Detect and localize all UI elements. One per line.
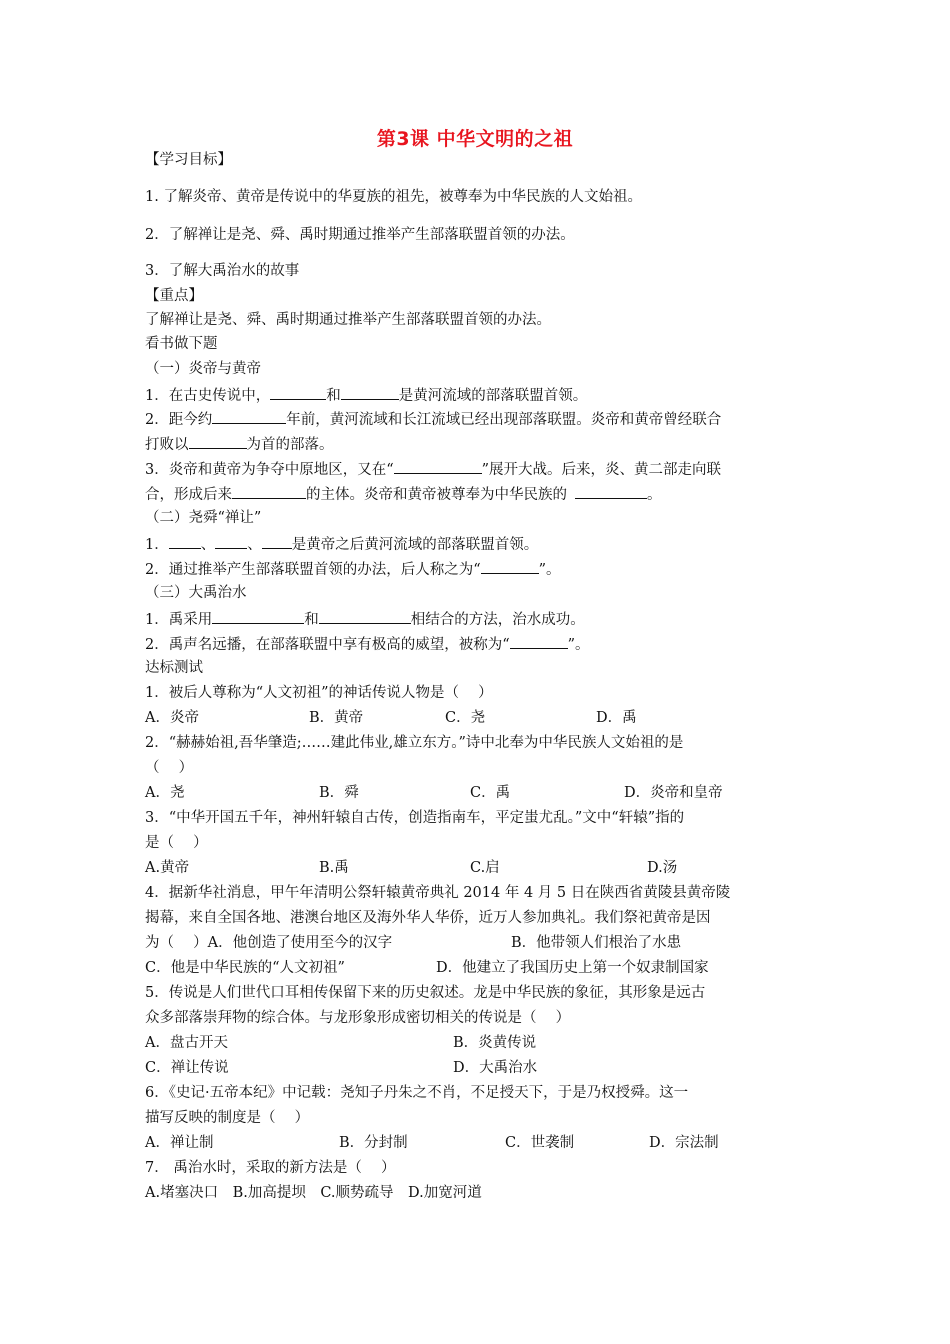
option[interactable]: C.启: [470, 860, 500, 876]
goal-3: 3．了解大禹治水的故事: [145, 263, 300, 279]
option[interactable]: D．宗法制: [649, 1135, 719, 1151]
part1-question-2-line1: 2．距今约 年前，黄河流域和长江流域已经出现部落联盟。炎帝和黄帝曾经联合: [145, 409, 721, 429]
blank[interactable]: [319, 609, 411, 624]
section-key-heading: 【重点】: [145, 288, 203, 304]
goal-1: 1. 了解炎帝、黄帝是传说中的华夏族的祖先，被尊奉为中华民族的人文始祖。: [145, 189, 642, 205]
read-prompt: 看书做下题: [145, 336, 218, 352]
part2-heading: （二）尧舜“禅让”: [145, 510, 262, 526]
option[interactable]: C．禅让传说: [145, 1060, 229, 1076]
option[interactable]: C．禹: [470, 785, 511, 801]
test-question-2-line2: （ ）: [145, 760, 194, 776]
blank[interactable]: [212, 609, 304, 624]
option[interactable]: B．炎黄传说: [453, 1035, 537, 1051]
option[interactable]: A．尧: [145, 785, 185, 801]
option[interactable]: B．分封制: [339, 1135, 408, 1151]
option[interactable]: D．他建立了我国历史上第一个奴隶制国家: [436, 960, 709, 976]
blank[interactable]: [212, 409, 286, 424]
part2-question-1: 1． 、 、 是黄帝之后黄河流域的部落联盟首领。: [145, 534, 538, 554]
blank[interactable]: [270, 385, 326, 400]
blank[interactable]: [510, 634, 568, 649]
blank[interactable]: [215, 534, 247, 549]
option[interactable]: B．黄帝: [309, 710, 364, 726]
test-question-6-line1: 6．《史记·五帝本纪》中记载：尧知子丹朱之不肖，不足授天下，于是乃权授舜。这一: [145, 1085, 689, 1101]
test-question-7: 7． 禹治水时，采取的新方法是（ ）: [145, 1160, 396, 1176]
blank[interactable]: [262, 534, 292, 549]
test-question-7-options[interactable]: A.堵塞决口 B.加高提坝 C.顺势疏导 D.加宽河道: [145, 1185, 482, 1201]
option[interactable]: A．禅让制: [145, 1135, 214, 1151]
test-question-4-line2: 揭幕，来自全国各地、港澳台地区及海外华人华侨，近万人参加典礼。我们祭祀黄帝是因: [145, 910, 711, 926]
option[interactable]: B．舜: [319, 785, 359, 801]
option[interactable]: B．他带领人们根治了水患: [511, 935, 682, 951]
test-heading: 达标测试: [145, 660, 203, 676]
blank[interactable]: [341, 385, 399, 400]
blank[interactable]: [575, 484, 647, 499]
option[interactable]: C．尧: [445, 710, 486, 726]
blank[interactable]: [394, 459, 482, 474]
blank[interactable]: [232, 484, 306, 499]
option[interactable]: A．炎帝: [145, 710, 199, 726]
option[interactable]: A．盘古开天: [145, 1035, 228, 1051]
option[interactable]: D.汤: [647, 860, 678, 876]
goal-2: 2．了解禅让是尧、舜、禹时期通过推举产生部落联盟首领的办法。: [145, 227, 575, 243]
part1-question-3-line1: 3．炎帝和黄帝为争夺中原地区，又在“ ”展开大战。后来，炎、黄二部走向联: [145, 459, 721, 479]
test-question-3-line2: 是（ ）: [145, 835, 208, 851]
option[interactable]: C．世袭制: [505, 1135, 575, 1151]
test-question-2-line1: 2．“赫赫始祖,吾华肇造;……建此伟业,雄立东方。”诗中北奉为中华民族人文始祖的是: [145, 735, 684, 751]
part2-question-2: 2．通过推举产生部落联盟首领的办法，后人称之为“ ”。: [145, 559, 561, 579]
part1-question-3-line2: 合，形成后来 的主体。炎帝和黄帝被尊奉为中华民族的 。: [145, 484, 662, 504]
part1-question-2-line2: 打败以 为首的部落。: [145, 434, 334, 454]
blank[interactable]: [169, 534, 201, 549]
test-question-5-line1: 5．传说是人们世代口耳相传保留下来的历史叙述。龙是中华民族的象征，其形象是远古: [145, 985, 706, 1001]
option[interactable]: D．炎帝和皇帝: [624, 785, 723, 801]
page-title: 第3课 中华文明的之祖: [376, 128, 574, 150]
option[interactable]: 为（ ）A．他创造了使用至今的汉字: [145, 935, 393, 951]
option[interactable]: A.黄帝: [145, 860, 190, 876]
part1-heading: （一）炎帝与黄帝: [145, 361, 261, 377]
part3-question-1: 1．禹采用 和 相结合的方法，治水成功。: [145, 609, 585, 629]
test-question-4-line1: 4．据新华社消息，甲午年清明公祭轩辕黄帝典礼 2014 年 4 月 5 日在陕西省黄陵县黄帝陵: [145, 885, 731, 901]
test-question-3-line1: 3．“中华开国五千年，神州轩辕自古传，创造指南车，平定蚩尤乱。”文中“轩辕”指的: [145, 810, 685, 826]
part3-heading: （三）大禹治水: [145, 585, 247, 601]
option[interactable]: D．大禹治水: [453, 1060, 538, 1076]
test-question-5-line2: 众多部落崇拜物的综合体。与龙形象形成密切相关的传说是（ ）: [145, 1010, 571, 1026]
option[interactable]: C．他是中华民族的“人文初祖”: [145, 960, 345, 976]
option[interactable]: D．禹: [596, 710, 637, 726]
key-point: 了解禅让是尧、舜、禹时期通过推举产生部落联盟首领的办法。: [145, 312, 551, 328]
blank[interactable]: [481, 559, 539, 574]
test-question-6-line2: 描写反映的制度是（ ）: [145, 1110, 310, 1126]
part3-question-2: 2．禹声名远播，在部落联盟中享有极高的威望，被称为“ ”。: [145, 634, 590, 654]
section-goals-heading: 【学习目标】: [145, 152, 232, 168]
test-question-1: 1．被后人尊称为“人文初祖”的神话传说人物是（ ）: [145, 685, 493, 701]
option[interactable]: B.禹: [319, 860, 349, 876]
blank[interactable]: [189, 434, 247, 449]
part1-question-1: 1．在古史传说中， 和 是黄河流域的部落联盟首领。: [145, 385, 587, 405]
